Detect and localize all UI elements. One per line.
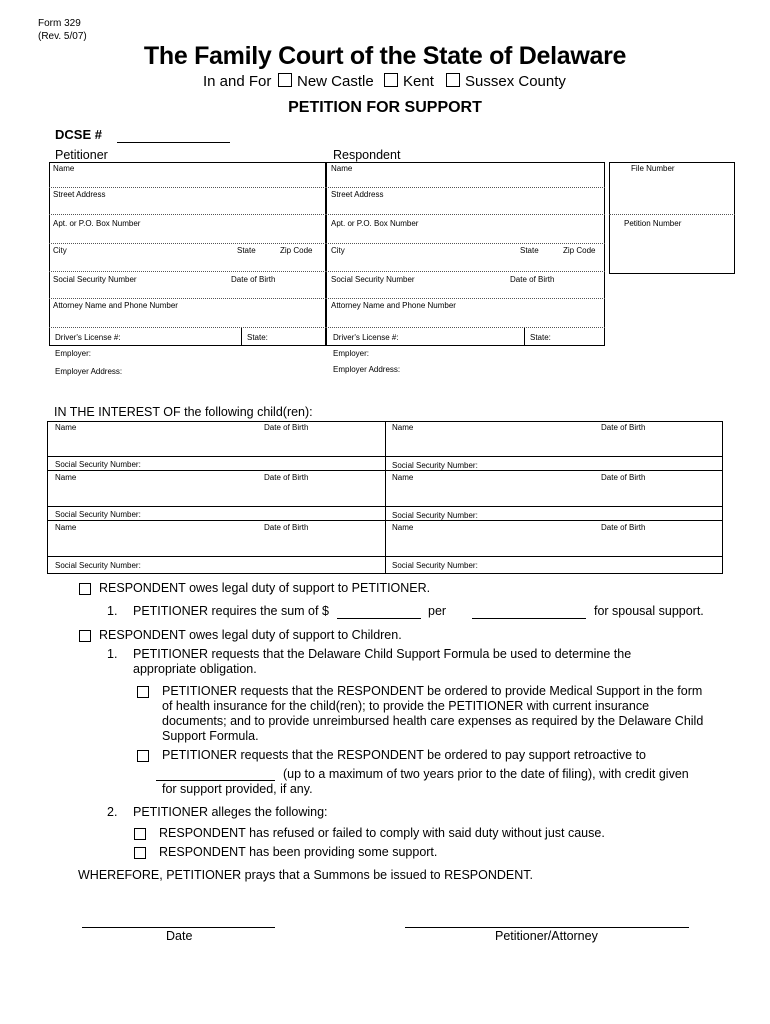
petitioner-attorney-label: Attorney Name and Phone Number [53,301,178,310]
respondent-license-label: Driver's License #: [333,333,399,342]
child5-name-label: Name [55,523,77,532]
petition-number-label: Petition Number [624,219,682,228]
formula-item-number: 1. [107,647,118,661]
alleges-item-number: 2. [107,805,118,819]
some-support-checkbox[interactable] [134,847,146,859]
petitioner-attorney-label: Petitioner/Attorney [495,929,598,943]
medical-line1: PETITIONER requests that the RESPONDENT be ordered to provide Medical Support in the form [162,684,703,698]
respondent-name-label: Name [331,164,353,173]
child6-ssn-label: Social Security Number: [392,561,478,570]
spousal-sum-text: PETITIONER requires the sum of $ [133,604,329,618]
in-and-for-label: In and For [203,73,272,90]
spousal-duty-text: RESPONDENT owes legal duty of support to PETITIONER. [99,581,431,595]
petitioner-dob-label: Date of Birth [231,275,276,284]
alleges-text: PETITIONER alleges the following: [133,805,328,819]
child6-dob-label: Date of Birth [601,523,646,532]
child1-name-label: Name [55,423,77,432]
spousal-period-line[interactable] [472,618,586,619]
spousal-amount-line[interactable] [337,618,421,619]
form-number: Form 329 [38,18,81,29]
child5-dob-label: Date of Birth [264,523,309,532]
new-castle-checkbox[interactable] [278,73,292,87]
kent-label: Kent [403,73,434,90]
petitioner-street-label: Street Address [53,190,106,199]
petitioner-zip-label: Zip Code [280,246,313,255]
retro-line1: PETITIONER requests that the RESPONDENT be ordered to pay support retroactive to [162,748,647,762]
some-support-text: RESPONDENT has been providing some support. [159,845,438,859]
retro-line2: (up to a maximum of two years prior to the date of filing), with credit given [283,767,689,781]
formula-line1: PETITIONER requests that the Delaware Child Support Formula be used to determine the [133,647,632,661]
child6-name-label: Name [392,523,414,532]
child2-dob-label: Date of Birth [601,423,646,432]
date-label: Date [166,929,193,943]
spousal-item-number: 1. [107,604,118,618]
petitioner-license-state-label: State: [247,333,268,342]
spousal-per-text: per [428,604,447,618]
medical-line3: documents; and to provide unreimbursed health care expenses as required by the Delaware Child [162,714,704,728]
child4-ssn-label: Social Security Number: [392,511,478,520]
petitioner-employer-label: Employer: [55,349,92,358]
petitioner-state-label: State [237,246,256,255]
respondent-state-label: State [520,246,539,255]
respondent-city-label: City [331,246,345,255]
child4-dob-label: Date of Birth [601,473,646,482]
form-revision: (Rev. 5/07) [38,31,87,42]
spousal-duty-checkbox[interactable] [79,583,91,595]
respondent-employer-label: Employer: [333,349,370,358]
sussex-checkbox[interactable] [446,73,460,87]
respondent-license-state-label: State: [530,333,551,342]
petitioner-apt-label: Apt. or P.O. Box Number [53,219,141,228]
children-duty-text: RESPONDENT owes legal duty of support to Children. [99,628,402,642]
retroactive-checkbox[interactable] [137,750,149,762]
child4-name-label: Name [392,473,414,482]
petitioner-ssn-label: Social Security Number [53,275,137,284]
child5-ssn-label: Social Security Number: [55,561,141,570]
county-selector [203,73,271,90]
new-castle-label: New Castle [297,73,374,90]
date-signature-line[interactable] [82,927,275,928]
refused-text: RESPONDENT has refused or failed to comply with said duty without just cause. [159,826,605,840]
child2-name-label: Name [392,423,414,432]
respondent-dob-label: Date of Birth [510,275,555,284]
child2-ssn-label: Social Security Number: [392,461,478,470]
petitioner-name-label: Name [53,164,75,173]
child3-name-label: Name [55,473,77,482]
file-number-label: File Number [631,164,675,173]
children-duty-checkbox[interactable] [79,630,91,642]
child1-dob-label: Date of Birth [264,423,309,432]
retro-date-line[interactable] [156,780,275,781]
spousal-support-text: for spousal support. [594,604,704,618]
child1-ssn-label: Social Security Number: [55,460,141,469]
respondent-ssn-label: Social Security Number [331,275,415,284]
respondent-employer-address-label: Employer Address: [333,365,401,374]
medical-support-checkbox[interactable] [137,686,149,698]
petitioner-signature-line[interactable] [405,927,689,928]
court-use-box [609,162,735,274]
kent-checkbox[interactable] [384,73,398,87]
respondent-heading: Respondent [333,148,401,162]
medical-line2: of health insurance for the child(ren); to provide the PETITIONER with current insurance [162,699,650,713]
respondent-attorney-label: Attorney Name and Phone Number [331,301,456,310]
petitioner-city-label: City [53,246,67,255]
respondent-zip-label: Zip Code [563,246,596,255]
respondent-street-label: Street Address [331,190,384,199]
medical-line4: Support Formula. [162,729,259,743]
petitioner-license-label: Driver's License #: [55,333,121,342]
wherefore-text: WHEREFORE, PETITIONER prays that a Summons be issued to RESPONDENT. [78,868,533,882]
child3-ssn-label: Social Security Number: [55,510,141,519]
respondent-apt-label: Apt. or P.O. Box Number [331,219,419,228]
sussex-label: Sussex County [465,73,566,90]
court-title: The Family Court of the State of Delaware [143,42,627,70]
petitioner-employer-address-label: Employer Address: [55,367,123,376]
retro-line3: for support provided, if any. [162,782,313,796]
refused-checkbox[interactable] [134,828,146,840]
petitioner-heading: Petitioner [55,148,108,162]
dcse-label: DCSE # [55,127,102,142]
dcse-input-line[interactable] [117,142,230,143]
children-heading: IN THE INTEREST OF the following child(ren): [54,405,313,419]
child3-dob-label: Date of Birth [264,473,309,482]
petition-title: PETITION FOR SUPPORT [288,99,482,116]
formula-line2: appropriate obligation. [133,662,257,676]
